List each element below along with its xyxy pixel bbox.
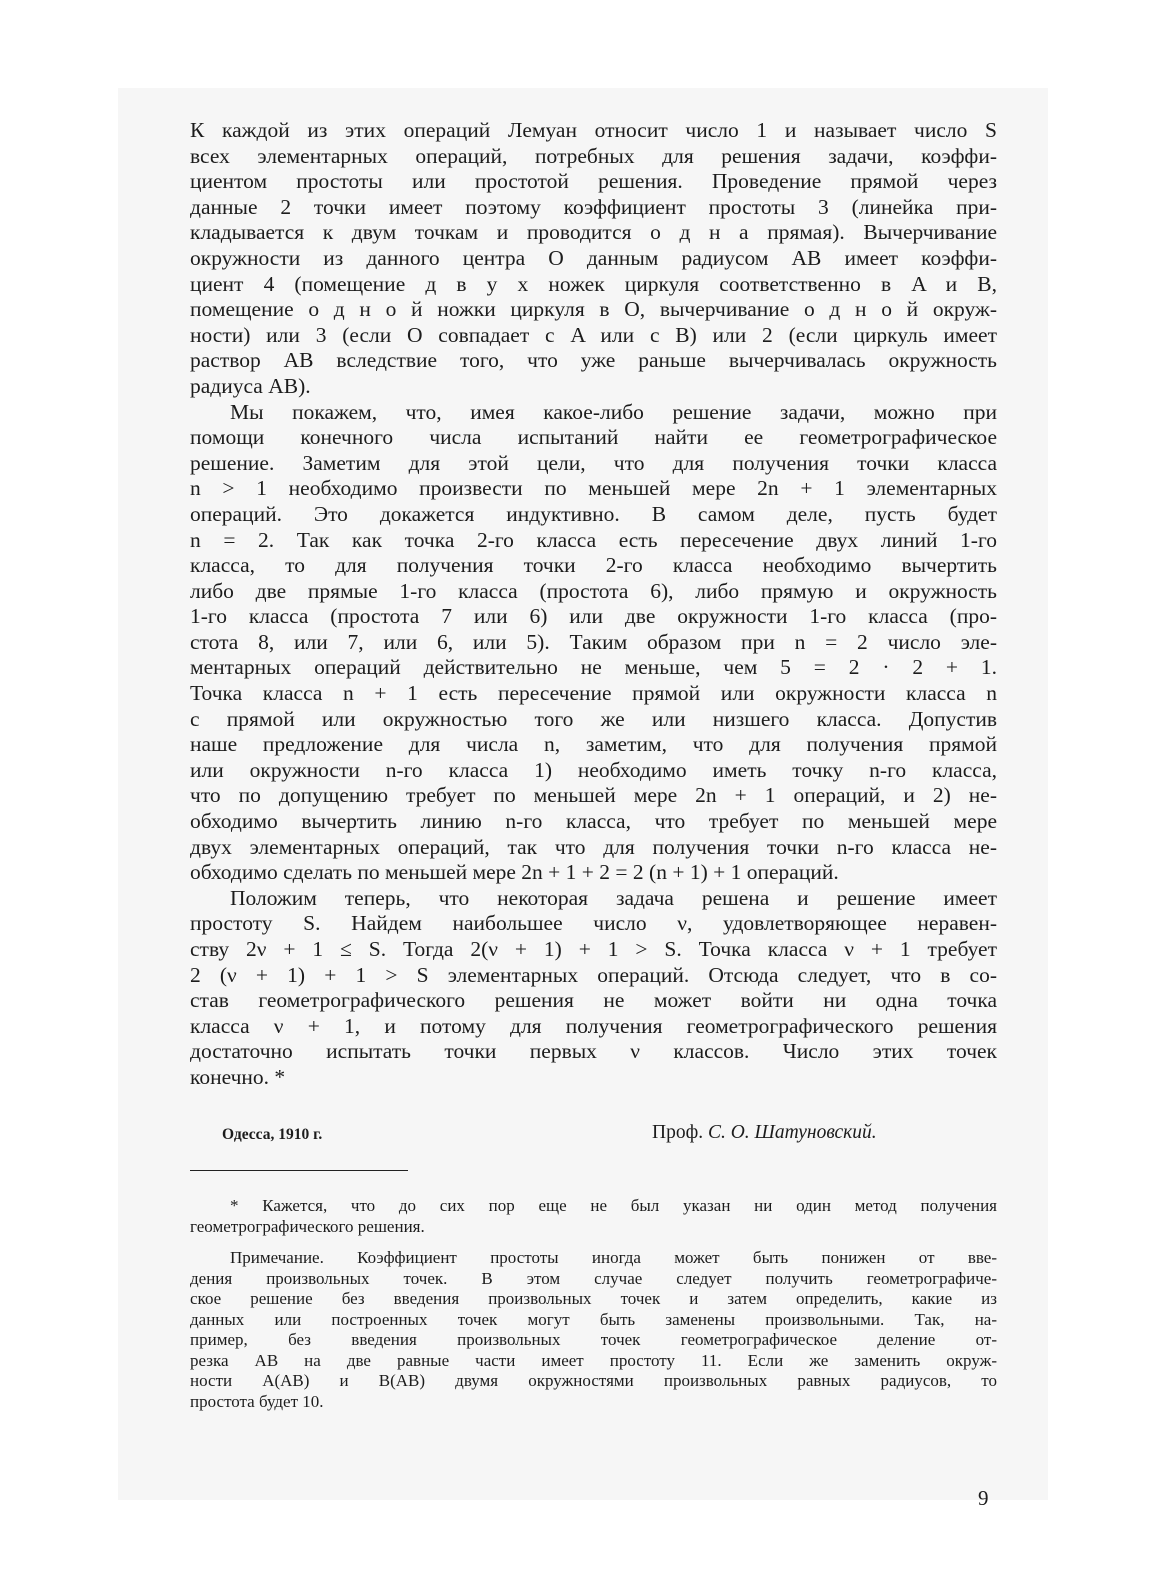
footnote-line: ности A(AB) и B(AB) двумя окружностями произвольных равных радиусов, то [190,1371,997,1390]
text-line: либо две прямые 1-го класса (простота 6), либо прямую и окружность [190,578,997,603]
text-line: ности) или 3 (если O совпадает с A или с B) или 2 (если циркуль имеет [190,322,997,347]
footnote-line: простота будет 10. [190,1391,324,1411]
text-line: простоту S. Найдем наибольшее число ν, удовлетворяющее неравен- [190,911,997,936]
text-line: обходимо сделать по меньшей мере 2n + 1 + 2 = 2 (n + 1) + 1 операций. [190,860,839,885]
footnote-line: геометрографического решения. [190,1216,425,1236]
text-line: помещение о д н о й ножки циркуля в O, вычерчивание о д н о й окруж- [190,297,997,322]
text-line: обходимо вычертить линию n-го класса, что требует по меньшей мере [190,809,997,834]
text-line: ментарных операций действительно не меньше, чем 5 = 2 · 2 + 1. [190,655,997,680]
text-line: ству 2ν + 1 ≤ S. Тогда 2(ν + 1) + 1 > S. Точка класса ν + 1 требует [190,937,997,961]
footnote-divider [190,1170,408,1171]
text-line: конечно. * [190,1064,286,1089]
page-number: 9 [978,1486,989,1510]
text-line: К каждой из этих операций Лемуан относит число 1 и называет число S [190,118,997,142]
text-line: наше предложение для числа n, заметим, что для получения прямой [190,732,997,757]
text-line: достаточно испытать точки первых ν классов. Число этих точек [190,1039,997,1064]
text-line: помощи конечного числа испытаний найти ее геометрографическое [190,425,997,450]
text-line: решение. Заметим для этой цели, что для получения точки класса [190,450,997,475]
text-line: с прямой или окружностью того же или низшего класса. Допустив [190,706,997,731]
footnote-line: Примечание. Коэффициент простоты иногда может быть понижен от вве- [230,1248,997,1267]
text-line: Мы покажем, что, имея какое-либо решение задачи, можно при [230,399,997,424]
text-line: кладывается к двум точкам и проводится о д н а прямая). Вычерчивание [190,220,997,245]
note [190,1248,997,1412]
text-line: радиуса AB). [190,373,311,398]
text-line: став геометрографического решения не может войти ни одна точка [190,988,997,1013]
footnote-line: пример, без введения произвольных точек геометрографическое деление от- [190,1330,997,1349]
signature-author-name: С. О. Шатуновский. [707,1122,877,1143]
text-line: Положим теперь, что некоторая задача решена и решение имеет [230,885,997,910]
text-line: всех элементарных операций, потребных для решения задачи, коэффи- [190,143,997,168]
text-line: 1-го класса (простота 7 или 6) или две окружности 1-го класса (про- [190,604,997,629]
text-line: n = 2. Так как точка 2-го класса есть пересечение двух линий 1-го [190,527,997,552]
text-line: операций. Это докажется индуктивно. В самом деле, пусть будет [190,501,997,526]
paragraph [190,886,997,1091]
footnote-line: ское решение без введения произвольных точек и затем определить, какие из [190,1289,997,1308]
text-line: циентом простоты или простотой решения. Проведение прямой через [190,169,997,194]
footnote-gap [190,1237,997,1248]
text-line: циент 4 (помещение д в у х ножек циркуля соответственно в A и B, [190,271,997,296]
text-line: раствор AB вследствие того, что уже раньше вычерчивалась окружность [190,348,997,373]
signature-row [0,1122,1163,1152]
signature-author-title: Проф. [652,1122,704,1143]
footnote [190,1196,997,1237]
text-line: стота 8, или 7, или 6, или 5). Таким образом при n = 2 число эле- [190,629,997,654]
footnote-line: * Кажется, что до сих пор еще не был указан ни один метод получения [230,1196,997,1215]
footnotes [190,1196,997,1412]
signature-place-date: Одесса, 1910 г. [222,1126,323,1143]
text-line: данные 2 точки имеет поэтому коэффициент простоты 3 (линейка при- [190,194,997,219]
text-line: Точка класса n + 1 есть пересечение прямой или окружности класса n [190,681,997,706]
signature-author [652,1122,877,1144]
footnote-line: дения произвольных точек. В этом случае следует получить геометрографиче- [190,1268,997,1288]
text-line: или окружности n-го класса 1) необходимо иметь точку n-го класса, [190,757,997,782]
paragraph [190,400,997,886]
text-line: окружности из данного центра O данным радиусом AB имеет коэффи- [190,245,997,270]
footnote-line: данных или построенных точек могут быть заменены произвольными. Так, на- [190,1309,997,1329]
text-line: что по допущению требует по меньшей мере 2n + 1 операций, и 2) не- [190,783,997,808]
footnote-line: резка AB на две равные части имеет простоту 11. Если же заменить окруж- [190,1350,997,1370]
paragraph [190,118,997,400]
main-text [190,118,997,1091]
text-line: 2 (ν + 1) + 1 > S элементарных операций. Отсюда следует, что в со- [190,962,997,987]
text-line: класса, то для получения точки 2-го класса необходимо вычертить [190,553,997,578]
text-line: n > 1 необходимо произвести по меньшей мере 2n + 1 элементарных [190,476,997,501]
text-line: двух элементарных операций, так что для получения точки n-го класса не- [190,834,997,859]
text-line: класса ν + 1, и потому для получения геометрографического решения [190,1013,997,1038]
